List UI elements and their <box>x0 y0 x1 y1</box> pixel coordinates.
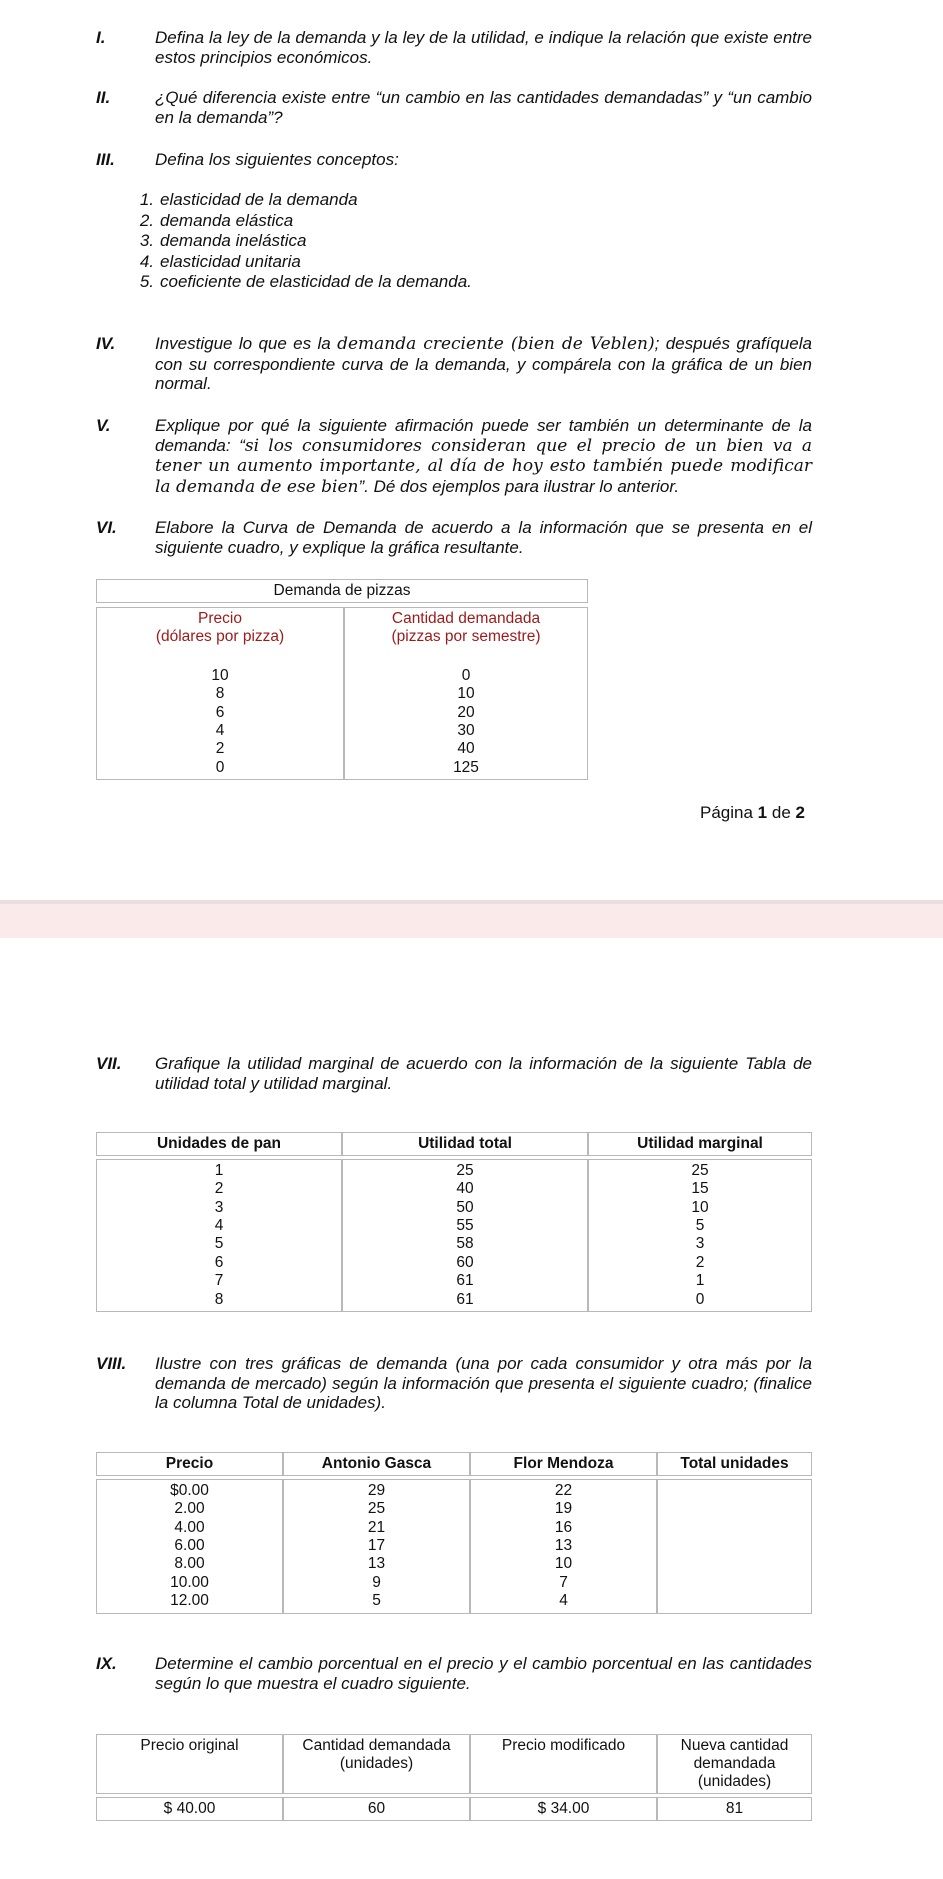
question-4 <box>96 334 812 394</box>
utility-table-body <box>96 1159 812 1312</box>
column-header: Antonio Gasca <box>283 1452 470 1476</box>
total-utility-column: 25 40 50 55 58 60 61 61 <box>342 1159 588 1312</box>
percent-change-table <box>96 1734 812 1821</box>
question-7 <box>96 1054 812 1093</box>
percent-table-header <box>96 1734 812 1794</box>
question-9 <box>96 1654 812 1693</box>
question-text: Determine el cambio porcentual en el precio y el cambio porcentual en las cantidades según lo que muestra el cuadro siguiente. <box>155 1654 812 1693</box>
question-number: VII. <box>96 1054 122 1073</box>
question-6 <box>96 518 812 557</box>
column-header: Cantidad demandada (unidades) <box>283 1734 470 1794</box>
question-number: IV. <box>96 334 116 353</box>
price-values: 10 8 6 4 2 0 <box>211 666 229 776</box>
list-item: 2. demanda elástica <box>139 210 294 230</box>
list-item: 4. elasticidad unitaria <box>139 251 301 271</box>
table-row: $ 40.00 60 $ 34.00 81 <box>96 1797 812 1821</box>
column-header: Utilidad total <box>342 1132 588 1156</box>
column-header: Precio <box>96 1452 283 1476</box>
antonio-column: 29 25 21 17 13 9 5 <box>283 1479 470 1614</box>
question-1 <box>96 28 812 67</box>
pizza-demand-table <box>96 579 588 780</box>
column-header: Total unidades <box>657 1452 812 1476</box>
pizza-table-body <box>96 607 588 780</box>
column-header: Unidades de pan <box>96 1132 342 1156</box>
question-3 <box>96 150 812 170</box>
page-1 <box>0 0 943 900</box>
price-column: Precio (dólares por pizza) 10 8 6 4 2 0 <box>96 607 344 780</box>
page-2 <box>0 1040 943 1879</box>
total-units-column <box>657 1479 812 1614</box>
column-header: Flor Mendoza <box>470 1452 657 1476</box>
question-text: Investigue lo que es la demanda creciente (bien de Veblen); después grafíquela con su correspondiente curva de la demanda, y compárela con la gráfica de un bien normal. <box>155 334 812 394</box>
question-text: Explique por qué la siguiente afirmación puede ser también un determinante de la demanda: “si los consumidores consideran que el precio de un bien va a tener un aumento importante, al día de hoy esto también puede modificar la demanda de ese bien”. Dé dos ejemplos para ilustrar lo anterior. <box>155 416 812 497</box>
question-text: Ilustre con tres gráficas de demanda (una por cada consumidor y otra más por la demanda de mercado) según la información que presenta el siguiente cuadro; (finalice la columna Total de unidades). <box>155 1354 812 1413</box>
units-column: 1 2 3 4 5 6 7 8 <box>96 1159 342 1312</box>
question-text: Defina los siguientes conceptos: <box>155 150 399 169</box>
question-text: Defina la ley de la demanda y la ley de la utilidad, e indique la relación que existe entre estos principios económicos. <box>155 28 812 67</box>
question-text: Grafique la utilidad marginal de acuerdo con la información de la siguiente Tabla de utilidad total y utilidad marginal. <box>155 1054 812 1093</box>
question-number: VIII. <box>96 1354 127 1373</box>
question-number: V. <box>96 416 111 435</box>
list-item: 1. elasticidad de la demanda <box>139 190 358 209</box>
utility-table <box>96 1132 812 1312</box>
question-number: VI. <box>96 518 117 537</box>
page-number: Página 1 de 2 <box>700 803 805 822</box>
column-header: Precio modificado <box>470 1734 657 1794</box>
concepts-list <box>122 190 472 293</box>
flor-column: 22 19 16 13 10 7 4 <box>470 1479 657 1614</box>
market-demand-table <box>96 1452 812 1614</box>
question-number: I. <box>96 28 106 47</box>
question-text: ¿Qué diferencia existe entre “un cambio en las cantidades demandadas” y “un cambio en la demanda”? <box>155 88 812 127</box>
quantity-values: 0 10 20 30 40 125 <box>453 666 479 776</box>
column-header: Nueva cantidad demandada (unidades) <box>657 1734 812 1794</box>
column-header: Precio original <box>96 1734 283 1794</box>
quantity-column: Cantidad demandada (pizzas por semestre) 0 10 20 30 40 125 <box>344 607 588 780</box>
market-table-body <box>96 1479 812 1614</box>
list-item: 5. coeficiente de elasticidad de la demanda. <box>139 272 472 291</box>
marginal-utility-column: 25 15 10 5 3 2 1 0 <box>588 1159 812 1312</box>
price-column: $0.00 2.00 4.00 6.00 8.00 10.00 12.00 <box>96 1479 283 1614</box>
question-number: III. <box>96 150 115 169</box>
list-item: 3. demanda inelástica <box>139 231 307 250</box>
table-title: Demanda de pizzas <box>96 579 588 603</box>
question-number: II. <box>96 88 111 107</box>
column-header: Utilidad marginal <box>588 1132 812 1156</box>
question-2 <box>96 88 812 127</box>
question-5 <box>96 416 812 497</box>
percent-table-body <box>96 1797 812 1821</box>
market-table-header <box>96 1452 812 1476</box>
utility-table-header <box>96 1132 812 1156</box>
page-separator <box>0 900 943 938</box>
question-8 <box>96 1354 812 1413</box>
question-text: Elabore la Curva de Demanda de acuerdo a la información que se presenta en el siguiente cuadro, y explique la gráfica resultante. <box>155 518 812 557</box>
question-number: IX. <box>96 1654 117 1673</box>
